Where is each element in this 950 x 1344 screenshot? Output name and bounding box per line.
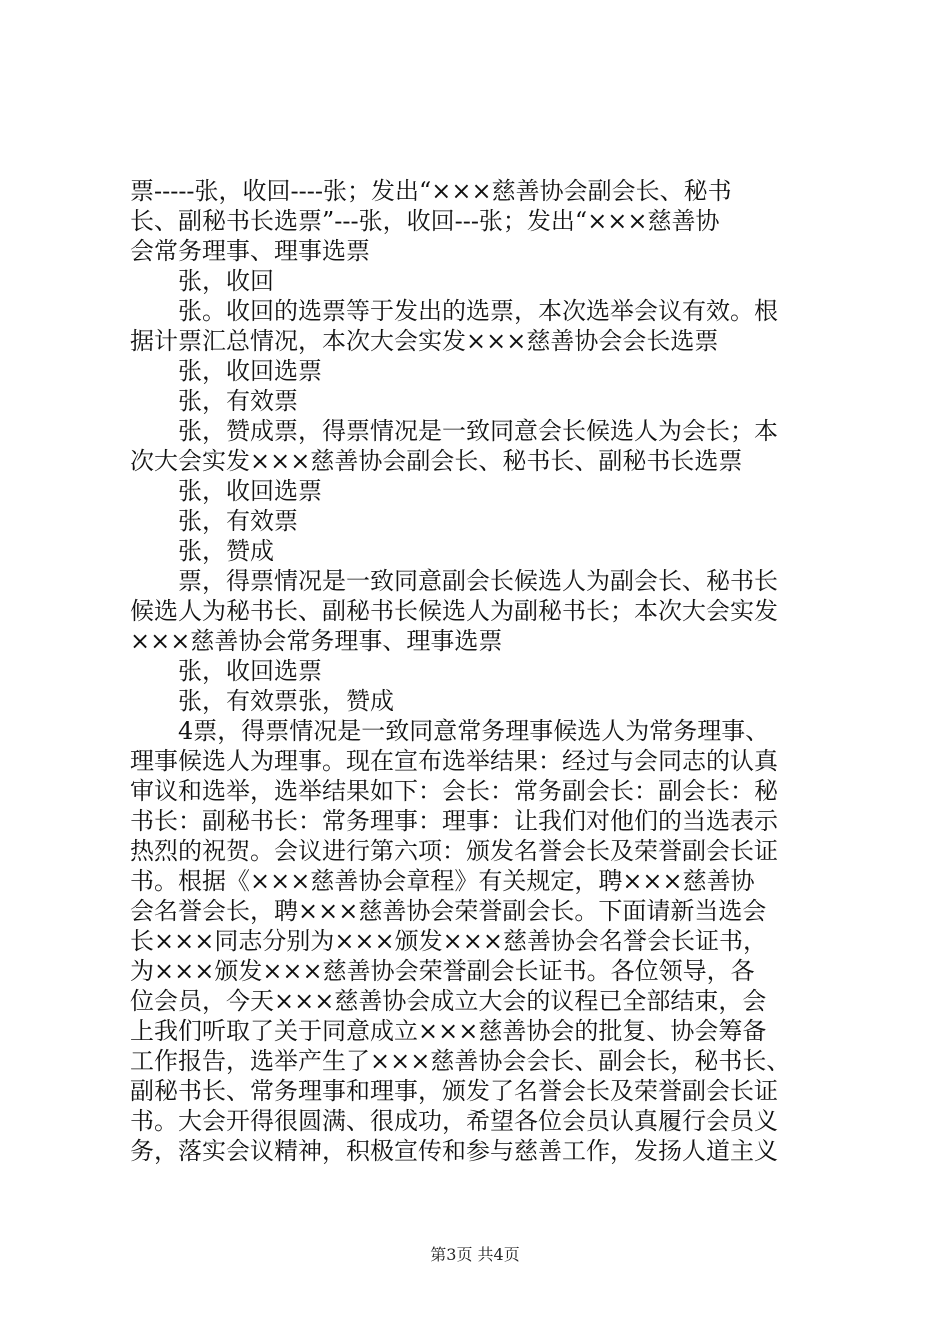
text-line: ×××慈善协会常务理事、理事选票 [130, 627, 503, 655]
text-line: 长×××同志分别为×××颁发×××慈善协会名誉会长证书， [130, 927, 767, 955]
text-line: 书长：副秘书长：常务理事：理事：让我们对他们的当选表示 [130, 807, 778, 835]
text-line: 张。收回的选票等于发出的选票，本次选举会议有效。根 [178, 297, 778, 325]
text-line: 次大会实发×××慈善协会副会长、秘书长、副秘书长选票 [130, 447, 743, 475]
text-line: 张，收回 [178, 267, 274, 295]
text-line: 张，有效票 [178, 387, 298, 415]
text-line: 票，得票情况是一致同意副会长候选人为副会长、秘书长 [178, 567, 778, 595]
text-line: 理事候选人为理事。现在宣布选举结果：经过与会同志的认真 [130, 747, 778, 775]
text-line: 为×××颁发×××慈善协会荣誉副会长证书。各位领导，各 [130, 957, 755, 985]
text-line: 张，有效票 [178, 507, 298, 535]
text-line: 张，收回选票 [178, 657, 322, 685]
text-line: 务，落实会议精神，积极宣传和参与慈善工作，发扬人道主义 [130, 1137, 778, 1165]
text-line: 热烈的祝贺。会议进行第六项：颁发名誉会长及荣誉副会长证 [130, 837, 778, 865]
page-footer: 第3页 共4页 [430, 1245, 520, 1264]
text-line: 副秘书长、常务理事和理事，颁发了名誉会长及荣誉副会长证 [130, 1077, 778, 1105]
text-line: 长、副秘书长选票”---张，收回---张；发出“×××慈善协 [130, 207, 720, 235]
text-line: 张，有效票张，赞成 [178, 687, 394, 715]
text-line: 张，赞成 [178, 537, 274, 565]
text-line: 位会员，今天×××慈善协会成立大会的议程已全部结束，会 [130, 987, 767, 1015]
text-line: 张，收回选票 [178, 357, 322, 385]
text-line: 票-----张，收回----张；发出“×××慈善协会副会长、秘书 [130, 177, 732, 205]
text-line: 工作报告，选举产生了×××慈善协会会长、副会长，秘书长、 [130, 1047, 791, 1075]
text-line: 会名誉会长，聘×××慈善协会荣誉副会长。下面请新当选会 [130, 897, 767, 925]
text-line: 张，赞成票，得票情况是一致同意会长候选人为会长；本 [178, 417, 778, 445]
text-line: 审议和选举，选举结果如下：会长：常务副会长：副会长：秘 [130, 777, 778, 805]
text-line: 张，收回选票 [178, 477, 322, 505]
text-line: 书。根据《×××慈善协会章程》有关规定，聘×××慈善协 [130, 867, 755, 895]
text-line: 书。大会开得很圆满、很成功，希望各位会员认真履行会员义 [130, 1107, 778, 1135]
text-line: 候选人为秘书长、副秘书长候选人为副秘书长；本次大会实发 [130, 597, 778, 625]
text-line: 上我们听取了关于同意成立×××慈善协会的批复、协会筹备 [130, 1017, 767, 1045]
text-line: 4票，得票情况是一致同意常务理事候选人为常务理事、 [178, 717, 770, 745]
text-line: 会常务理事、理事选票 [130, 237, 370, 265]
document-body [130, 176, 830, 1166]
text-line: 据计票汇总情况，本次大会实发×××慈善协会会长选票 [130, 327, 719, 355]
